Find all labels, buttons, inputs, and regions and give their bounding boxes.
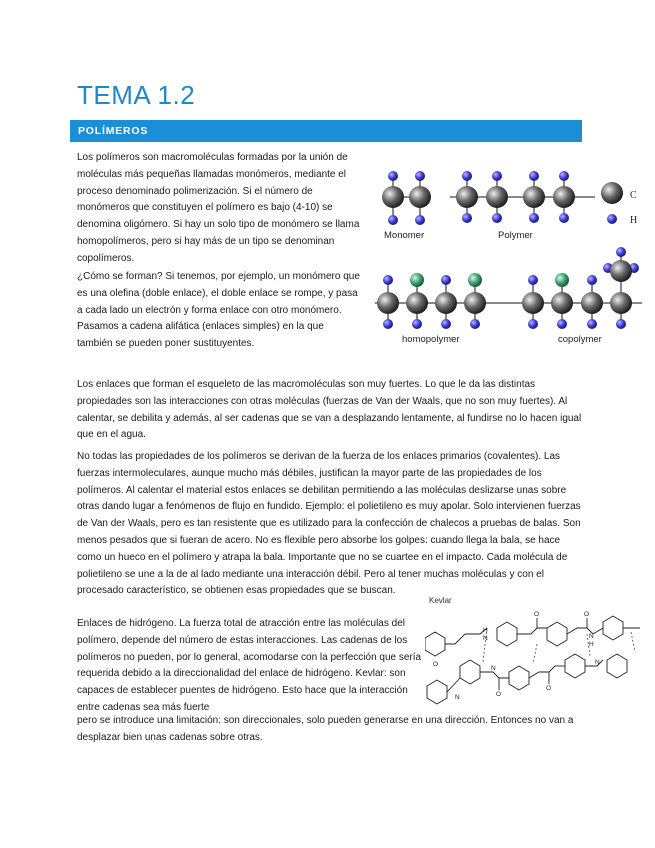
polymer-structure-figure <box>370 160 645 350</box>
paragraph-hydrogen-bonds: Enlaces de hidrógeno. La fuerza total de atracción entre las moléculas del polímero, depende del número de estas interacciones. Las cadenas de los polímeros no pueden, por lo general, acomodarse con la perfección que sería requerida debido a la direccionalidad del enlace de hidrógeno. Kevlar: son capaces de establecer puentes de hidrógeno. Esto hace que la interacción entre cadenas sea más fuerte <box>77 618 422 713</box>
homopolymer-label: homopolymer <box>402 334 460 345</box>
paragraph-bonds: Los enlaces que forman el esqueleto de las macromoléculas son muy fuertes. Lo que le da las distintas propiedades son las interacciones con otras moléculas (fuerzas de Van der Waals, que no son muy fuertes). Al calentar, se debilita y además, al ser cadenas que se van a desplazando lentamente, al fundirse no lo hacen igual que en el agua. <box>77 379 582 441</box>
paragraph-definition: Los polímeros son macromoléculas formadas por la unión de moléculas más pequeñas llamadas monómeros, mediante el proceso denominado polimerización. Si el número de monómeros que constituyen el polímero es bajo (4-10) se denomina oligómero. Si hay un solo tipo de monómero se llama homopolímeros, pero si hay más de un tipo se denominan copolímeros. <box>77 152 360 264</box>
svg-text:O: O <box>496 691 502 698</box>
polymer-label: Polymer <box>498 230 533 241</box>
svg-text:N: N <box>483 635 488 642</box>
paragraph-formation: ¿Cómo se forman? Si tenemos, por ejemplo, un monómero que es una olefina (doble enlace), el doble enlace se rompe, y pasa a cada lado un electrón y forma enlace con otro monómero. Pasamos a cadena alifática (enlaces simples) en la que también se pueden poner sustituyentes. <box>77 271 360 350</box>
kevlar-structure-figure <box>425 604 645 712</box>
monomer-label: Monomer <box>384 230 425 241</box>
legend-c-label: C <box>630 190 637 201</box>
svg-text:H: H <box>483 627 488 634</box>
svg-text:N: N <box>589 633 594 640</box>
section-header <box>70 120 582 142</box>
svg-text:O: O <box>546 685 552 692</box>
hydrogen-legend-icon <box>607 214 617 224</box>
paragraph-hydrogen-limit: pero se introduce una limitación: son direccionales, solo pueden generarse en una dirección. Entonces no van a desplazar bien unas cadenas sobre otras. <box>77 715 574 743</box>
copolymer-label: copolymer <box>558 334 602 345</box>
legend-h-label: H <box>630 215 638 226</box>
carbon-legend-icon <box>601 182 623 204</box>
svg-text:N: N <box>455 694 460 701</box>
svg-text:N: N <box>595 659 600 666</box>
paragraph-properties: No todas las propiedades de los polímeros se derivan de la fuerza de los enlaces primarios (covalentes). Las fuerzas intermoleculares, aunque mucho más débiles, justifican la mayor parte de las propiedades de los polímeros. Al calentar el material estos enlaces se debilitan permitiendo a las moléculas deslizarse unas sobre otras dando lugar a fenómenos de flujo en fundido. Ejemplo: el polietileno es muy apolar. Solo intervienen fuerzas de Van der Waals, pero es tan resistente que es utilizado para la confección de chalecos a pruebas de balas. Son menos pesados que si fueran de acero. No es flexible pero absorbe los golpes: cuando llega la bala, se hace como un hueco en el polímero y atrapa la bala. Importante que no se cuartee en el impacto. Cada molécula de polietileno se une a la de al lado mediante una interacción débil. Pero al tener muchas moléculas y con el procesado característico, se obtienen esas propiedades que se buscan. <box>77 451 581 597</box>
svg-text:O: O <box>534 611 540 618</box>
page-title: TEMA 1.2 <box>77 80 196 110</box>
section-title: POLÍMEROS <box>78 125 149 137</box>
kevlar-label: Kevlar <box>429 596 452 605</box>
svg-text:O: O <box>584 611 590 618</box>
svg-text:O: O <box>433 661 439 668</box>
svg-text:N: N <box>491 665 496 672</box>
svg-text:H: H <box>589 641 594 648</box>
